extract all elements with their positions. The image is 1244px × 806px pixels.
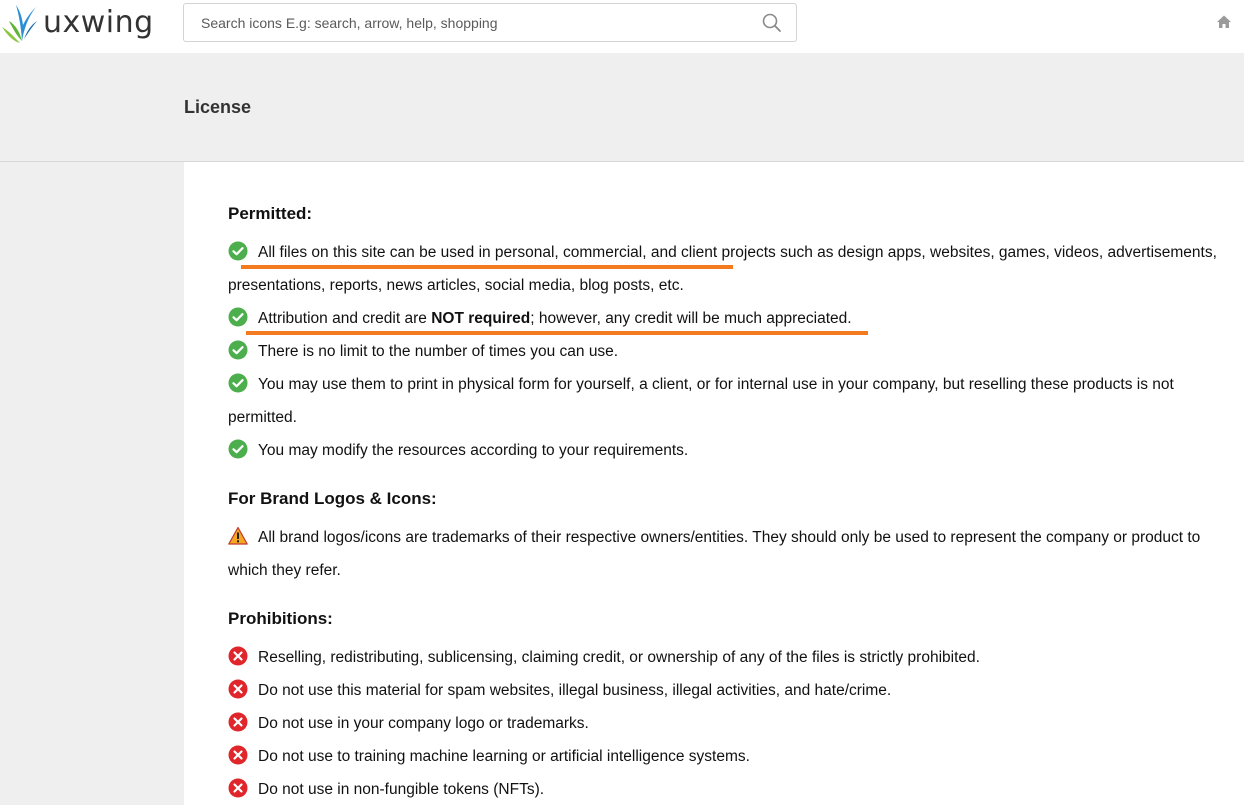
cross-circle-icon [228, 712, 248, 732]
list-item: Do not use this material for spam websites, illegal business, illegal activities, and hate/crime. [228, 674, 891, 707]
highlight-underline [241, 265, 733, 269]
list-item: You may use them to print in physical form for yourself, a client, or for internal use in your company, but reselling these products is not permitted. [228, 368, 1228, 434]
warning-icon [228, 526, 248, 546]
cross-circle-icon [228, 646, 248, 666]
search-input[interactable] [184, 4, 744, 41]
page-header [0, 53, 1244, 162]
list-item: You may modify the resources according to your requirements. [228, 434, 688, 467]
brand-logos-heading: For Brand Logos & Icons: [228, 489, 437, 508]
cross-circle-icon [228, 778, 248, 798]
prohibitions-heading: Prohibitions: [228, 609, 333, 628]
list-item: There is no limit to the number of times you can use. [228, 335, 618, 368]
cross-circle-icon [228, 745, 248, 765]
search-box[interactable] [183, 3, 797, 42]
search-icon[interactable] [762, 13, 782, 33]
list-item: All files on this site can be used in personal, commercial, and client projects such as design apps, websites, games, videos, advertisements, presentations, reports, news articles, social media, blog posts, etc. [228, 236, 1244, 302]
check-circle-icon [228, 373, 248, 393]
list-item: All brand logos/icons are trademarks of their respective owners/entities. They should only be used to represent the company or product to which they refer. [228, 521, 1238, 587]
list-item: Do not use in your company logo or trademarks. [228, 707, 589, 740]
check-circle-icon [228, 439, 248, 459]
check-circle-icon [228, 340, 248, 360]
check-circle-icon [228, 241, 248, 261]
left-gutter [0, 162, 184, 805]
list-item: Reselling, redistributing, sublicensing, claiming credit, or ownership of any of the files is strictly prohibited. [228, 641, 980, 674]
permitted-heading: Permitted: [228, 204, 313, 223]
list-item: Do not use in non-fungible tokens (NFTs). [228, 773, 544, 806]
wing-logo-icon [0, 3, 38, 45]
cross-circle-icon [228, 679, 248, 699]
uxwing-logo[interactable] [0, 2, 154, 46]
list-item: Do not use to training machine learning or artificial intelligence systems. [228, 740, 750, 773]
page-title: License [184, 97, 252, 117]
list-item: Attribution and credit are NOT required; however, any credit will be much appreciated. [228, 302, 852, 335]
home-icon[interactable] [1216, 14, 1232, 30]
check-circle-icon [228, 307, 248, 327]
top-bar [0, 0, 1244, 53]
brand-name: uxwing [43, 4, 154, 40]
